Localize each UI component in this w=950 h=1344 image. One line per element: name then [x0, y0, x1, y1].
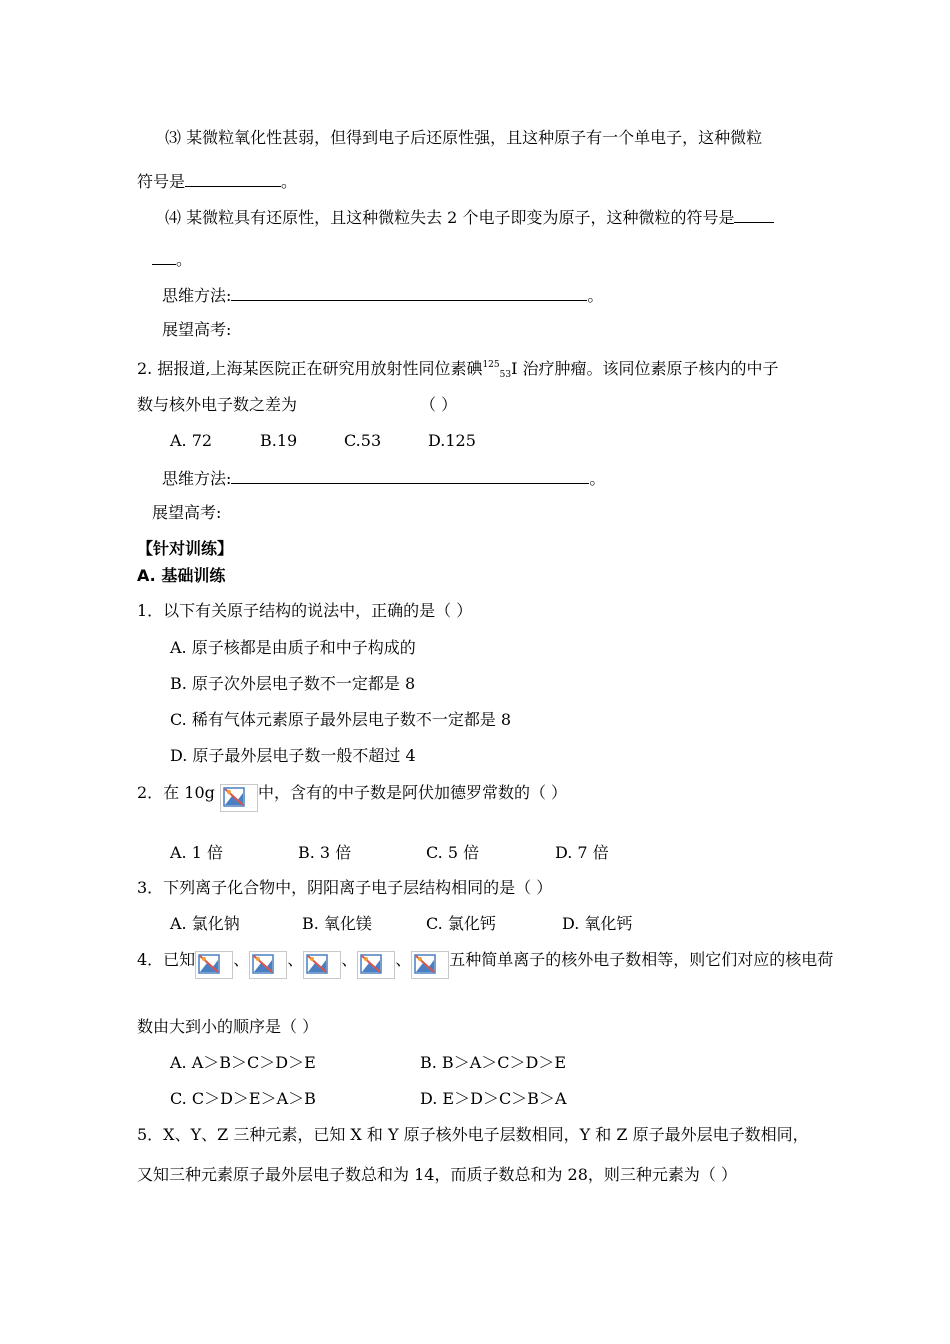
p2-line1: [137, 355, 779, 385]
p2-text-b: 治疗肿瘤。该同位素原子核内的中子: [517, 359, 779, 378]
t4-line2: 数由大到小的顺序是（ ）: [137, 1017, 319, 1036]
t4-sep-1: 、: [233, 950, 250, 969]
q4-line2: [152, 248, 192, 270]
t4-option-a[interactable]: A. A＞B＞C＞D＞E: [170, 1053, 316, 1072]
p2-bracket: （ ）: [420, 395, 458, 414]
p2-option-d[interactable]: D.125: [428, 431, 476, 450]
method-line-1: [162, 284, 603, 306]
t2-option-a[interactable]: A. 1 倍: [170, 843, 223, 862]
t5-line1: 5．X、Y、Z 三种元素，已知 X 和 Y 原子核外电子层数相同，Y 和 Z 原子最外层电子数相同，: [137, 1125, 809, 1144]
q4-suffix: 。: [176, 250, 193, 269]
t4-text-b: 五种简单离子的核外电子数相等，则它们对应的核电荷: [449, 950, 834, 969]
t1-option-b[interactable]: B. 原子次外层电子数不一定都是 8: [170, 674, 416, 693]
p2-symbol: I: [511, 359, 518, 378]
method-label-1: 思维方法:: [162, 286, 232, 305]
method-end-2: 。: [589, 469, 606, 488]
p2-mass-number: 125: [482, 360, 500, 370]
q3-prefix: 符号是: [137, 172, 186, 191]
outlook-2: 展望高考:: [152, 503, 222, 522]
t2-option-b[interactable]: B. 3 倍: [298, 843, 352, 862]
outlook-1: 展望高考:: [162, 320, 232, 339]
q3-line1: ⑶ 某微粒氧化性甚弱，但得到电子后还原性强，且这种原子有一个单电子，这种微粒: [165, 128, 763, 147]
section-title: 【针对训练】: [137, 539, 234, 558]
t1-option-d[interactable]: D. 原子最外层电子数一般不超过 4: [170, 746, 416, 765]
t2-text-a: 2．在 10g: [137, 783, 215, 802]
t4-ion-image-1: [195, 951, 233, 979]
broken-image-icon: [198, 954, 220, 974]
p2-line2: 数与核外电子数之差为: [137, 395, 298, 414]
t2-formula-image: [220, 784, 258, 812]
t4-ion-image-2: [249, 951, 287, 979]
t2-option-d[interactable]: D. 7 倍: [555, 843, 609, 862]
q4-answer-blank-1[interactable]: [734, 206, 774, 223]
t2-option-c[interactable]: C. 5 倍: [426, 843, 480, 862]
q3-answer-blank[interactable]: [185, 170, 281, 187]
q3-suffix: 。: [281, 172, 298, 191]
t2-text-b: 中，含有的中子数是阿伏加德罗常数的（ ）: [257, 783, 568, 802]
t4-ion-image-3: [303, 951, 341, 979]
t4-sep-4: 、: [395, 950, 412, 969]
t4-text-a: 4．已知: [137, 950, 196, 969]
t3-option-d[interactable]: D. 氧化钙: [562, 914, 633, 933]
t5-line2: 又知三种元素原子最外层电子数总和为 14，而质子数总和为 28，则三种元素为（ ）: [137, 1165, 737, 1184]
q3-line2: [137, 170, 297, 192]
t4-ion-image-4: [357, 951, 395, 979]
p2-option-b[interactable]: B.19: [260, 431, 298, 450]
q4-answer-blank-2[interactable]: [152, 248, 176, 265]
t4-stem: [137, 950, 833, 979]
broken-image-icon: [223, 787, 245, 807]
t3-stem: 3．下列离子化合物中，阴阳离子电子层结构相同的是（ ）: [137, 878, 553, 897]
broken-image-icon: [252, 954, 274, 974]
q4-line1: [165, 206, 774, 228]
t4-option-b[interactable]: B. B＞A＞C＞D＞E: [420, 1053, 566, 1072]
t3-option-a[interactable]: A. 氯化钠: [170, 914, 240, 933]
broken-image-icon: [360, 954, 382, 974]
method-blank-2[interactable]: [231, 467, 589, 484]
t3-option-b[interactable]: B. 氧化镁: [302, 914, 372, 933]
t2-stem: [137, 783, 567, 812]
p2-atomic-number: 53: [499, 370, 512, 380]
method-label-2: 思维方法:: [162, 469, 232, 488]
t4-sep-2: 、: [287, 950, 304, 969]
t1-option-c[interactable]: C. 稀有气体元素原子最外层电子数不一定都是 8: [170, 710, 512, 729]
t4-ion-image-5: [411, 951, 449, 979]
t4-option-c[interactable]: C. C＞D＞E＞A＞B: [170, 1089, 316, 1108]
p2-option-c[interactable]: C.53: [344, 431, 382, 450]
subsection-title: A. 基础训练: [137, 566, 226, 585]
t4-sep-3: 、: [341, 950, 358, 969]
p2-text-a: 2. 据报道,上海某医院正在研究用放射性同位素碘: [137, 359, 483, 378]
t1-stem: 1．以下有关原子结构的说法中，正确的是（ ）: [137, 601, 473, 620]
broken-image-icon: [414, 954, 436, 974]
t3-option-c[interactable]: C. 氯化钙: [426, 914, 496, 933]
t4-option-d[interactable]: D. E＞D＞C＞B＞A: [420, 1089, 567, 1108]
method-blank-1[interactable]: [231, 284, 587, 301]
p2-option-a[interactable]: A. 72: [170, 431, 213, 450]
broken-image-icon: [306, 954, 328, 974]
t1-option-a[interactable]: A. 原子核都是由质子和中子构成的: [170, 638, 416, 657]
method-end-1: 。: [587, 286, 604, 305]
method-line-2: [162, 467, 605, 489]
q4-text: ⑷ 某微粒具有还原性，且这种微粒失去 2 个电子即变为原子，这种微粒的符号是: [165, 208, 735, 227]
